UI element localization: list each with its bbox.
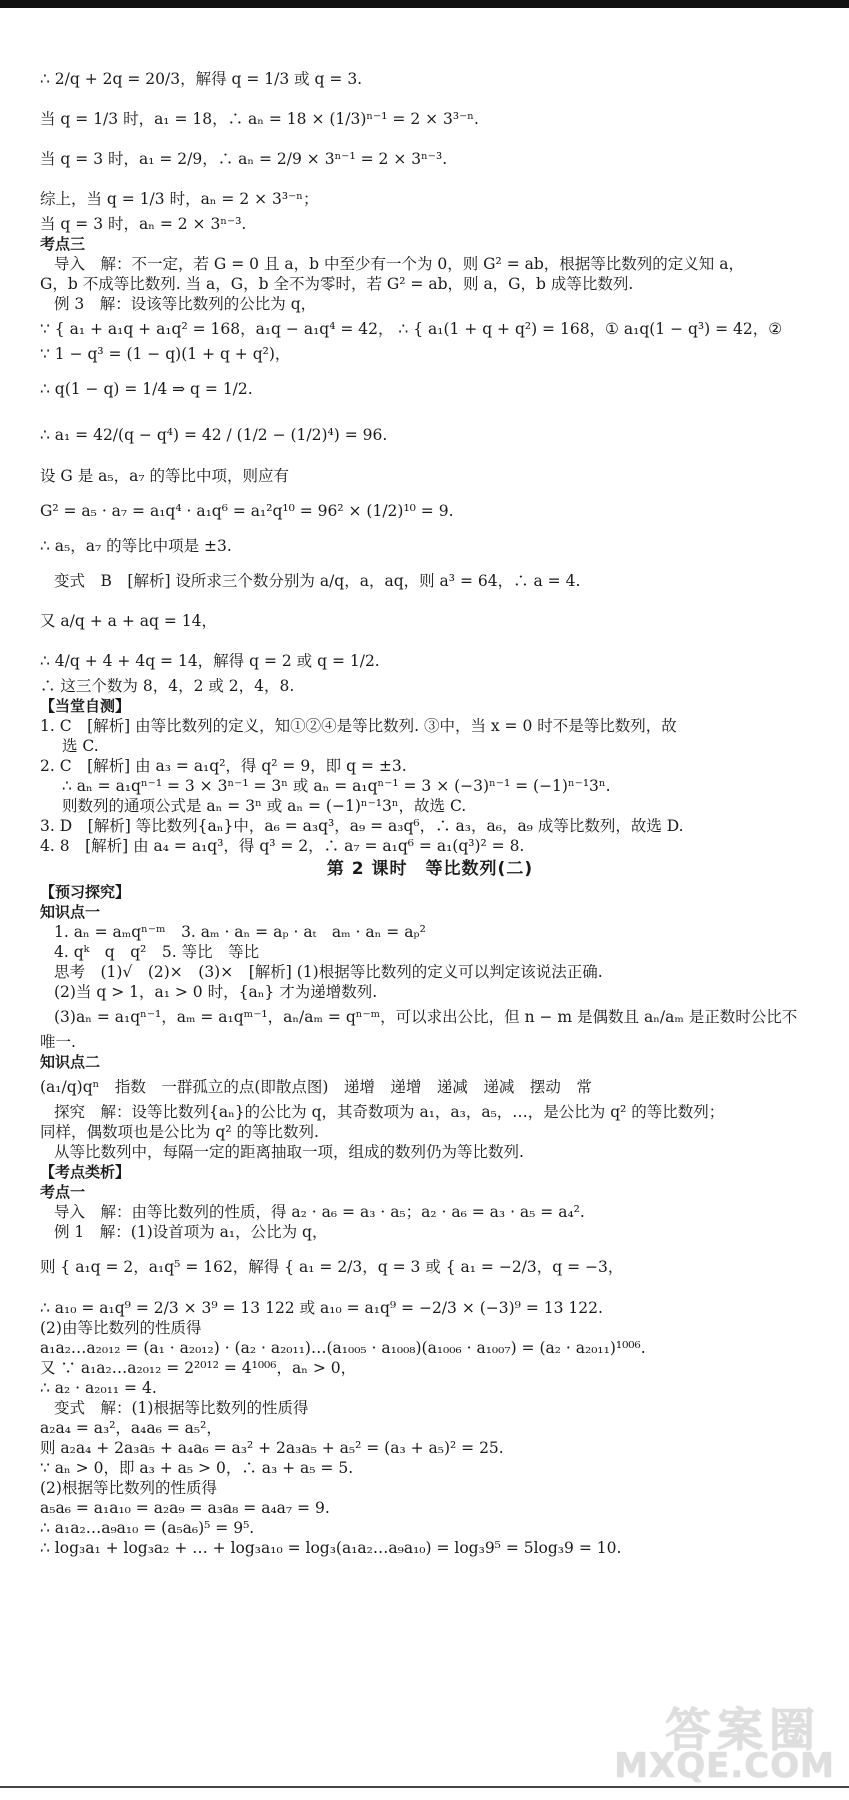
bottom-edge-line — [0, 1786, 849, 1788]
text-line: 当 q = 1/3 时，a₁ = 18，∴ aₙ = 18 × (1/3)ⁿ⁻¹ = 2 × 3³⁻ⁿ. — [40, 110, 479, 128]
text-line: ∵ { a₁ + a₁q + a₁q² = 168，a₁q − a₁q⁴ = 42， ∴ { a₁(1 + q + q²) = 168，① a₁q(1 − q³) = 42，② — [40, 320, 783, 338]
section-heading: 知识点二 — [40, 1053, 101, 1071]
text-line: (2)由等比数列的性质得 — [40, 1319, 202, 1337]
text-line: 探究 解：设等比数列{aₙ}的公比为 q，其奇数项为 a₁，a₃，a₅，…，是公比为 q² 的等比数列； — [54, 1103, 725, 1121]
text-line: 当 q = 3 时，a₁ = 2/9，∴ aₙ = 2/9 × 3ⁿ⁻¹ = 2 × 3ⁿ⁻³. — [40, 150, 448, 168]
text-line: 1. C [解析] 由等比数列的定义，知①②④是等比数列. ③中，当 x = 0 时不是等比数列，故 — [40, 717, 677, 735]
text-line: 又 ∵ a₁a₂…a₂₀₁₂ = 2²⁰¹² = 4¹⁰⁰⁶，aₙ > 0， — [40, 1359, 357, 1377]
top-edge-bar — [0, 0, 849, 8]
text-line: ∵ aₙ > 0，即 a₃ + a₅ > 0，∴ a₃ + a₅ = 5. — [40, 1459, 354, 1477]
text-line: 导入 解：由等比数列的性质，得 a₂ · a₆ = a₃ · a₅；a₂ · a₆ = a₃ · a₅ = a₄². — [54, 1203, 585, 1221]
watermark-text: MXQE.COM — [614, 1746, 835, 1786]
text-line: 当 q = 3 时，aₙ = 2 × 3ⁿ⁻³. — [40, 215, 247, 233]
text-line: ∴ aₙ = a₁qⁿ⁻¹ = 3 × 3ⁿ⁻¹ = 3ⁿ 或 aₙ = a₁qⁿ⁻¹ = 3 × (−3)ⁿ⁻¹ = (−1)ⁿ⁻¹3ⁿ. — [62, 777, 611, 795]
section-heading: 【考点类析】 — [40, 1163, 131, 1181]
watermark-text: 答案圈 — [665, 1703, 821, 1757]
text-line: 2. C [解析] 由 a₃ = a₁q²，得 q² = 9，即 q = ±3. — [40, 757, 407, 775]
text-line: 导入 解：不一定，若 G = 0 且 a，b 中至少有一个为 0，则 G² = ab，根据等比数列的定义知 a， — [54, 255, 744, 273]
text-line: 思考 (1)√ (2)× (3)× [解析] (1)根据等比数列的定义可以判定该说法正确. — [54, 963, 603, 981]
section-heading: 知识点一 — [40, 903, 101, 921]
text-line: 1. aₙ = aₘqⁿ⁻ᵐ 3. aₘ · aₙ = aₚ · aₜ aₘ · aₙ = aₚ² — [54, 923, 426, 941]
text-line: 4. 8 [解析] 由 a₄ = a₁q³，得 q³ = 2，∴ a₇ = a₁q⁶ = a₁(q³)² = 8. — [40, 837, 525, 855]
answer-page — [40, 64, 820, 1558]
text-line: 则数列的通项公式是 aₙ = 3ⁿ 或 aₙ = (−1)ⁿ⁻¹3ⁿ，故选 C. — [62, 797, 467, 815]
text-line: 设 G 是 a₅，a₇ 的等比中项，则应有 — [40, 467, 289, 485]
text-line: ∴ a₅，a₇ 的等比中项是 ±3. — [40, 537, 232, 555]
section-heading: 【当堂自测】 — [40, 697, 131, 715]
text-line: 4. qᵏ q q² 5. 等比 等比 — [54, 943, 260, 961]
text-line: a₅a₆ = a₁a₁₀ = a₂a₉ = a₃a₈ = a₄a₇ = 9. — [40, 1499, 330, 1517]
text-line: ∴ a₁₀ = a₁q⁹ = 2/3 × 3⁹ = 13 122 或 a₁₀ = a₁q⁹ = −2/3 × (−3)⁹ = 13 122. — [40, 1299, 603, 1317]
section-heading: 考点一 — [40, 1183, 86, 1201]
text-line: 变式 B [解析] 设所求三个数分别为 a/q，a，aq，则 a³ = 64，∴ a = 4. — [54, 572, 581, 590]
text-line: ∴ log₃a₁ + log₃a₂ + … + log₃a₁₀ = log₃(a₁a₂…a₉a₁₀) = log₃9⁵ = 5log₃9 = 10. — [40, 1539, 622, 1557]
text-line: 同样，偶数项也是公比为 q² 的等比数列. — [40, 1123, 319, 1141]
text-line: ∴ a₁ = 42/(q − q⁴) = 42 / (1/2 − (1/2)⁴) = 96. — [40, 426, 388, 444]
text-line: ∴ q(1 − q) = 1/4 ⇒ q = 1/2. — [40, 380, 253, 398]
text-line: 又 a/q + a + aq = 14， — [40, 612, 217, 630]
text-line: (3)aₙ = a₁qⁿ⁻¹，aₘ = a₁qᵐ⁻¹，aₙ/aₘ = qⁿ⁻ᵐ，可以求出公比，但 n − m 是偶数且 aₙ/aₘ 是正数时公比不 — [54, 1008, 798, 1026]
text-line: G，b 不成等比数列. 当 a，G，b 全不为零时，若 G² = ab，则 a，G，b 成等比数列. — [40, 275, 634, 293]
text-line: 3. D [解析] 等比数列{aₙ}中，a₆ = a₃q³，a₉ = a₃q⁶，∴ a₃，a₆，a₉ 成等比数列，故选 D. — [40, 817, 684, 835]
text-line: (2)根据等比数列的性质得 — [40, 1479, 217, 1497]
text-line: a₂a₄ = a₃²，a₄a₆ = a₅²， — [40, 1419, 222, 1437]
text-line: ∴ 2/q + 2q = 20/3，解得 q = 1/3 或 q = 3. — [40, 70, 363, 88]
text-line: G² = a₅ · a₇ = a₁q⁴ · a₁q⁶ = a₁²q¹⁰ = 96² × (1/2)¹⁰ = 9. — [40, 502, 454, 520]
text-line: ∵ 1 − q³ = (1 − q)(1 + q + q²)， — [40, 345, 291, 363]
text-line: 例 1 解：(1)设首项为 a₁，公比为 q， — [54, 1223, 328, 1241]
text-line: 例 3 解：设该等比数列的公比为 q， — [54, 295, 317, 313]
section-heading: 【预习探究】 — [40, 883, 131, 901]
text-line: 变式 解：(1)根据等比数列的性质得 — [54, 1399, 309, 1417]
text-line: (2)当 q > 1，a₁ > 0 时，{aₙ} 才为递增数列. — [54, 983, 378, 1001]
text-line: ∴ a₂ · a₂₀₁₁ = 4. — [40, 1379, 157, 1397]
text-line: 选 C. — [62, 737, 99, 755]
text-line: 综上，当 q = 1/3 时，aₙ = 2 × 3³⁻ⁿ； — [40, 190, 319, 208]
text-line: (a₁/q)qⁿ 指数 一群孤立的点(即散点图) 递增 递增 递减 递减 摆动 常 — [40, 1078, 592, 1096]
site-watermark — [605, 1694, 835, 1786]
section-heading: 考点三 — [40, 235, 86, 253]
text-line: ∴ a₁a₂…a₉a₁₀ = (a₅a₆)⁵ = 9⁵. — [40, 1519, 255, 1537]
text-line: 从等比数列中，每隔一定的距离抽取一项，组成的数列仍为等比数列. — [54, 1143, 524, 1161]
text-line: 则 a₂a₄ + 2a₃a₅ + a₄a₆ = a₃² + 2a₃a₅ + a₅² = (a₃ + a₅)² = 25. — [40, 1439, 504, 1457]
text-line: ∴ 这三个数为 8，4，2 或 2，4，8. — [40, 677, 295, 695]
lesson-title: 第 2 课时 等比数列(二) — [326, 859, 534, 879]
text-line: ∴ 4/q + 4 + 4q = 14，解得 q = 2 或 q = 1/2. — [40, 652, 380, 670]
text-line: a₁a₂…a₂₀₁₂ = (a₁ · a₂₀₁₂) · (a₂ · a₂₀₁₁)…(a₁₀₀₅ · a₁₀₀₈)(a₁₀₀₆ · a₁₀₀₇) = (a₂ · a₂₀₁₁)¹⁰⁰⁶. — [40, 1339, 646, 1357]
text-line: 则 { a₁q = 2，a₁q⁵ = 162，解得 { a₁ = 2/3，q = 3 或 { a₁ = −2/3，q = −3， — [40, 1258, 624, 1276]
text-line: 唯一. — [40, 1033, 76, 1051]
